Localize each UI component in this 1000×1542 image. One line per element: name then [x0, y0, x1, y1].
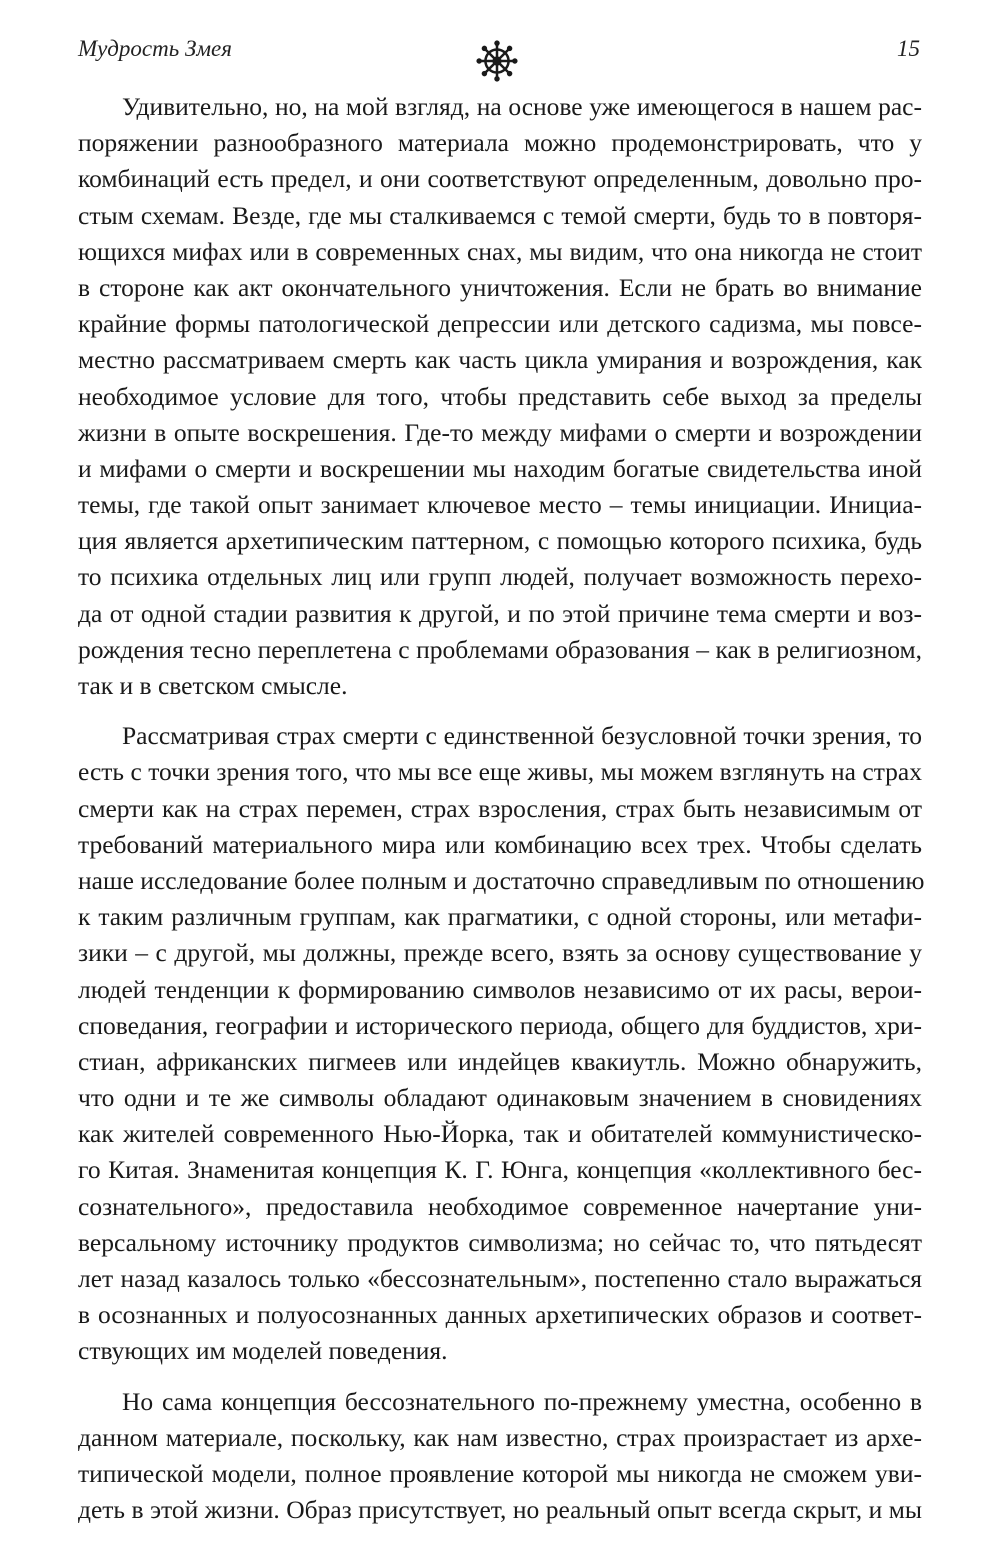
text-line: местно рассматриваем смерть как часть цикла умирания и возрождения, как	[78, 345, 922, 375]
body-text	[78, 89, 925, 1542]
text-line: типической модели, полное проявление которой мы никогда не сможем уви-	[78, 1458, 922, 1488]
dharma-wheel-icon	[476, 40, 518, 82]
paragraph-2	[78, 718, 925, 1369]
text-line: людей тенденции к формированию символов независимо от их расы, верои-	[78, 974, 922, 1004]
text-line: рождения тесно переплетена с проблемами образования – как в религиозном,	[78, 634, 922, 664]
text-line: деть в этой жизни. Образ присутствует, но реальный опыт всегда скрыт, и мы	[78, 1495, 922, 1525]
text-line: данном материале, поскольку, как нам известно, страх произрастает из архе-	[78, 1422, 922, 1452]
text-line: что одни и те же символы обладают одинаковым значением в сновидениях	[78, 1083, 922, 1113]
text-line: стиан, африканских пигмеев или индейцев квакиутль. Можно обнаружить,	[78, 1046, 922, 1076]
text-line: лет назад казалось только «бессознательным», постепенно стало выражаться	[78, 1264, 922, 1293]
text-line: темы, где такой опыт занимает ключевое место – темы инициации. Инициа-	[78, 490, 922, 520]
text-line: и мифами о смерти и воскрешении мы находим богатые свидетельства иной	[78, 453, 922, 483]
text-line: ция является архетипическим паттерном, с помощью которого психика, будь	[78, 526, 922, 556]
text-line: да от одной стадии развития к другой, и по этой причине тема смерти и воз-	[78, 598, 922, 628]
text-line: наше исследование более полным и достаточно справедливым по отношению	[78, 865, 925, 895]
text-line: к таким различным группам, как прагматики, с одной стороны, или метафи-	[78, 902, 922, 932]
text-line: ствующих им моделей поведения.	[78, 1336, 448, 1366]
text-line: есть с точки зрения того, что мы все еще живы, мы можем взглянуть на страх	[78, 757, 922, 787]
text-line: крайние формы патологической депрессии или детского садизма, мы повсе-	[78, 309, 922, 339]
text-line: Удивительно, но, на мой взгляд, на основе уже имеющегося в нашем рас-	[122, 92, 922, 121]
text-line: поряжении разнообразного материала можно продемонстрировать, что у	[78, 128, 922, 158]
text-line: ющихся мифах или в современных снах, мы видим, что она никогда не стоит	[78, 236, 922, 266]
text-line: смерти как на страх перемен, страх взросления, страх быть независимым от	[78, 793, 922, 823]
paragraph-1	[78, 89, 922, 704]
text-line: Рассматривая страх смерти с единственной безусловной точки зрения, то	[122, 721, 922, 751]
text-line: необходимое условие для того, чтобы представить себе выход за пределы	[78, 381, 922, 411]
text-line: споведания, географии и исторического периода, общего для буддистов, хри-	[78, 1010, 922, 1040]
text-line: жизни в опыте воскрешения. Где-то между мифами о смерти и возрождении	[78, 417, 922, 447]
running-title: Мудрость Змея	[78, 36, 232, 61]
text-line: то психика отдельных лиц или групп людей, получает возможность перехо-	[78, 562, 922, 592]
text-line: го Китая. Знаменитая концепция К. Г. Юнга, концепция «коллективного бес-	[78, 1155, 922, 1185]
text-line: требований материального мира или комбинацию всех трех. Чтобы сделать	[78, 829, 922, 859]
text-line: комбинаций есть предел, и они соответствуют определенным, довольно про-	[78, 164, 922, 194]
text-line: как жителей современного Нью-Йорка, так и обитателей коммунистическо-	[78, 1119, 922, 1149]
text-line: версальному источнику продуктов символизма; но сейчас то, что пятьдесят	[78, 1227, 922, 1257]
page-number: 15	[897, 36, 920, 61]
text-line: в стороне как акт окончательного уничтожения. Если не брать во внимание	[78, 272, 922, 302]
text-line: стым схемам. Везде, где мы сталкиваемся с темой смерти, будь то в повторя-	[78, 200, 922, 230]
text-line: зики – с другой, мы должны, прежде всего, взять за основу существование у	[78, 938, 922, 968]
text-line: так и в светском смысле.	[78, 671, 348, 700]
paragraph-3	[78, 1384, 922, 1529]
text-line: в осознанных и полуосознанных данных архетипических образов и соответ-	[78, 1300, 922, 1330]
text-line: Но сама концепция бессознательного по-прежнему уместна, особенно в	[122, 1386, 922, 1416]
text-line: сознательного», предоставила необходимое современное начертание уни-	[78, 1191, 922, 1221]
